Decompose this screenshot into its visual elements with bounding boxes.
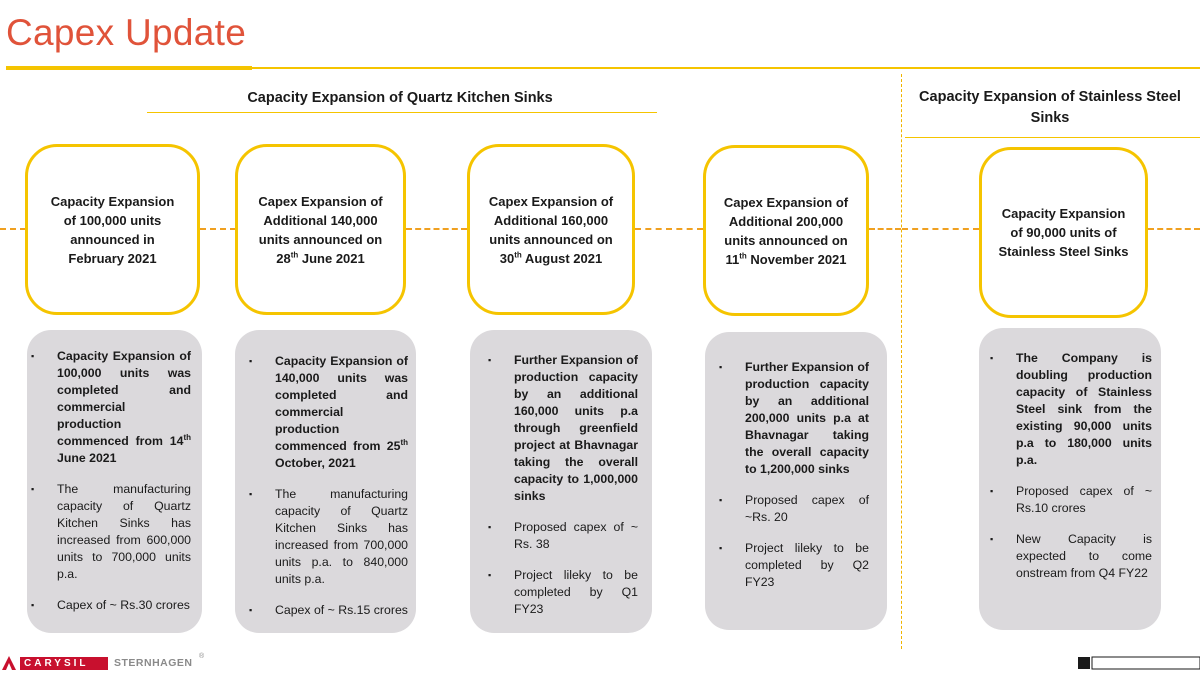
details-bullet: ▪ The Company is doubling production capacity of Stainless Steel sink from the existing 90,000 units p.a to 180,000 units p.a. (990, 351, 1152, 467)
footer-brand-sternhagen: STERNHAGEN (114, 657, 193, 669)
details-bullet: ▪ New Capacity is expected to come onstream from Q4 FY22 (990, 532, 1152, 580)
details-panel-2 (235, 330, 416, 633)
milestone-1-line: Capacity Expansion (50, 193, 175, 209)
steel-milestone-box (979, 147, 1148, 318)
timeline-connector (635, 228, 703, 230)
details-bullet: ▪ Further Expansion of production capacity by an additional 200,000 units p.a at Bhavnagar taking the overall capacity to 1,200,000 sinks (719, 360, 869, 476)
details-panel-4 (705, 332, 887, 630)
milestone-1-line: of 100,000 units (63, 212, 162, 228)
milestone-3-line: units announced on (489, 231, 613, 247)
details-panel-1 (27, 330, 202, 633)
details-bullet: ▪ Project lileky to be completed by Q1 FY23 (488, 568, 638, 616)
milestone-3-line: Additional 160,000 (493, 212, 609, 228)
details-bullet: ▪ Proposed capex of ~ Rs.10 crores (990, 484, 1152, 515)
details-bullet: ▪ Proposed capex of ~ Rs. 38 (488, 520, 638, 551)
steel-details-panel (979, 328, 1161, 630)
page-title: Capex Update (6, 12, 247, 53)
timeline-connector (406, 228, 467, 230)
milestone-4-line: Capex Expansion of (723, 194, 849, 210)
milestone-2-line: units announced on (258, 231, 383, 247)
details-bullet: ▪ Project lileky to be completed by Q2 FY23 (719, 541, 869, 589)
steel-milestone-line: of 90,000 units of (1010, 225, 1117, 240)
details-bullet: ▪ The manufacturing capacity of Quartz Kitchen Sinks has increased from 600,000 units to 700,000 units p.a. (31, 482, 191, 581)
timeline-connector (0, 228, 26, 230)
milestone-2-line: Capex Expansion of (258, 193, 383, 209)
timeline-connector (1148, 228, 1200, 230)
details-bullet: ▪ Further Expansion of production capacity by an additional 160,000 units p.a through greenfield project at Bhavnagar taking the overall capacity to 1,000,000 sinks (488, 353, 638, 503)
details-bullet: ▪ Capex of ~ Rs.15 crores (249, 603, 408, 617)
steel-section-heading: Capacity Expansion of Stainless Steel Sinks (919, 89, 1181, 126)
title-underline (6, 67, 1200, 69)
milestone-box-3 (467, 144, 635, 315)
milestone-4-line: units announced on (724, 232, 848, 248)
quartz-heading-underline (147, 112, 657, 113)
details-bullet: ▪ Capacity Expansion of 100,000 units was completed and commercial production commenced from 14th June 2021 (31, 349, 191, 465)
details-bullet: ▪ Proposed capex of ~Rs. 20 (719, 493, 869, 524)
footer-right-mark (1078, 654, 1200, 671)
milestone-4-date: 11th November 2021 (725, 251, 847, 267)
timeline-connector (902, 228, 979, 230)
steel-milestone-line: Capacity Expansion (1001, 206, 1126, 221)
steel-milestone-line: Stainless Steel Sinks (998, 244, 1129, 259)
milestone-1-line: February 2021 (68, 250, 157, 266)
milestone-2-line: Additional 140,000 (263, 212, 378, 228)
footer-brand-carysil: CARYSIL (24, 658, 89, 669)
timeline-connector (200, 228, 236, 230)
milestone-3-date: 30th August 2021 (499, 250, 603, 266)
details-bullet: ▪ Capex of ~ Rs.30 crores (31, 598, 190, 612)
steel-heading-underline (905, 137, 1200, 138)
milestone-4-line: Additional 200,000 (728, 213, 844, 229)
details-bullet: ▪ The manufacturing capacity of Quartz Kitchen Sinks has increased from 700,000 units p.a. to 840,000 units p.a. (249, 487, 408, 586)
footer-reg-mark: ® (199, 653, 205, 660)
quartz-section-heading: Capacity Expansion of Quartz Kitchen Sinks (247, 90, 553, 106)
milestone-1-line: announced in (70, 231, 155, 247)
milestone-box-2 (235, 144, 406, 315)
section-divider (901, 74, 902, 649)
timeline-connector (869, 228, 901, 230)
footer-page-band-icon (1078, 654, 1200, 671)
details-bullet: ▪ Capacity Expansion of 140,000 units was completed and commercial production commenced from 25th October, 2021 (249, 354, 408, 470)
details-panel-3 (470, 330, 652, 633)
milestone-2-date: 28th June 2021 (276, 250, 365, 266)
footer-brand (0, 652, 260, 671)
milestone-3-line: Capex Expansion of (488, 193, 614, 209)
milestone-box-4 (703, 145, 869, 316)
milestone-box-1 (25, 144, 200, 315)
